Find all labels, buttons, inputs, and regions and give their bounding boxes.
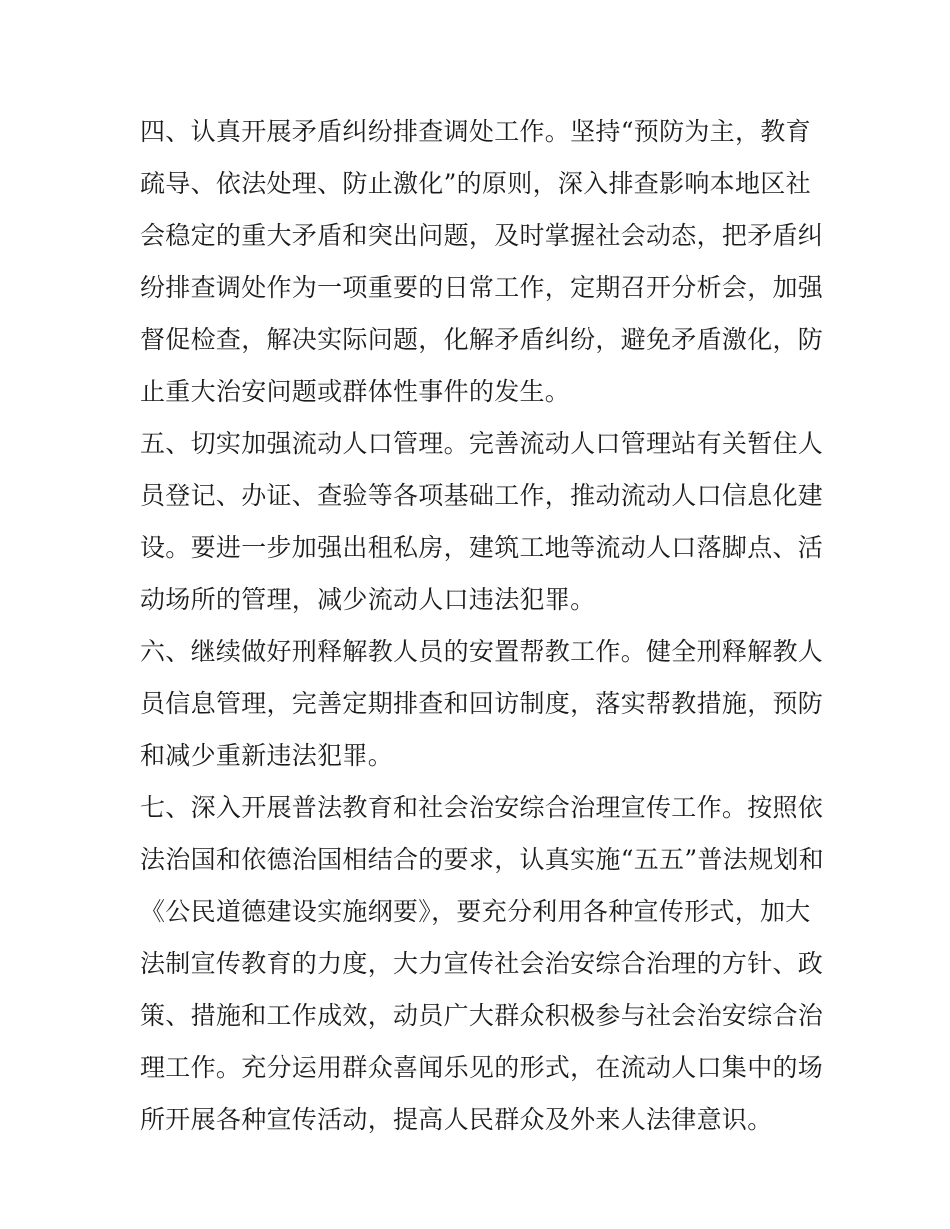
text-line: 设。要进一步加强出租私房，建筑工地等流动人口落脚点、活 (140, 533, 824, 562)
text-line: 纷排查调处作为一项重要的日常工作，定期召开分析会，加强 (140, 273, 824, 302)
text-line: 法治国和依德治国相结合的要求，认真实施“五五”普法规划和 (140, 845, 824, 874)
text-line: 和减少重新违法犯罪。 (140, 741, 394, 770)
text-line: 七、深入开展普法教育和社会治安综合治理宣传工作。按照依 (140, 793, 824, 822)
text-line: 员登记、办证、查验等各项基础工作，推动流动人口信息化建 (140, 481, 824, 510)
text-line: 法制宣传教育的力度，大力宣传社会治安综合治理的方针、政 (140, 949, 824, 978)
text-line: 督促检查，解决实际问题，化解矛盾纠纷，避免矛盾激化，防 (140, 325, 824, 354)
paragraph-5 (140, 418, 824, 626)
text-line: 疏导、依法处理、防止激化”的原则，深入排查影响本地区社 (140, 169, 811, 198)
paragraph-6 (140, 626, 824, 782)
paragraph-4 (140, 106, 824, 418)
paragraph-7 (140, 782, 824, 1146)
text-line: 四、认真开展矛盾纠纷排查调处工作。坚持“预防为主，教育 (140, 117, 811, 146)
text-line: 六、继续做好刑释解教人员的安置帮教工作。健全刑释解教人 (140, 637, 824, 666)
text-line: 所开展各种宣传活动，提高人民群众及外来人法律意识。 (140, 1105, 773, 1134)
text-line: 理工作。充分运用群众喜闻乐见的形式，在流动人口集中的场 (140, 1053, 824, 1082)
text-line: 《公民道德建设实施纲要》，要充分利用各种宣传形式，加大 (140, 897, 811, 926)
text-line: 五、切实加强流动人口管理。完善流动人口管理站有关暂住人 (140, 429, 824, 458)
text-line: 止重大治安问题或群体性事件的发生。 (140, 377, 571, 406)
text-line: 动场所的管理，减少流动人口违法犯罪。 (140, 585, 596, 614)
text-line: 策、措施和工作成效，动员广大群众积极参与社会治安综合治 (140, 1001, 824, 1030)
text-line: 员信息管理，完善定期排查和回访制度，落实帮教措施，预防 (140, 689, 824, 718)
document-body (140, 106, 824, 1146)
text-line: 会稳定的重大矛盾和突出问题，及时掌握社会动态，把矛盾纠 (140, 221, 824, 250)
